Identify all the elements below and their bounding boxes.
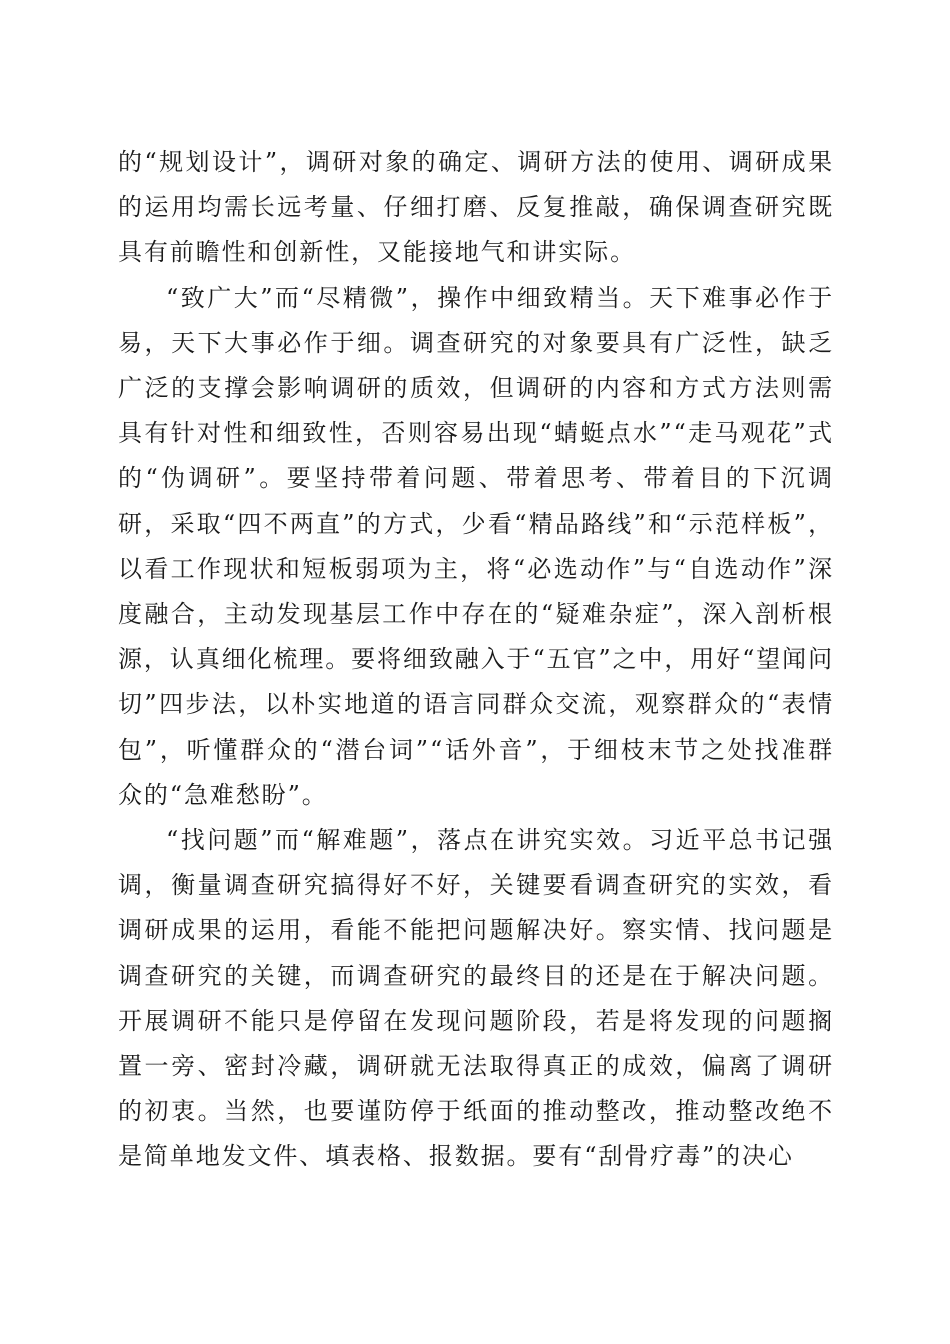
paragraph-zhi-guang-da: “致广大”而“尽精微”，操作中细致精当。天下难事必作于易，天下大事必作于细。调查研究的对象要具有广泛性，缺乏广泛的支撑会影响调研的质效，但调研的内容和方式方法则需具有针对性和细致性，否则容易出现“蜻蜓点水”“走马观花”式的“伪调研”。要坚持带着问题、带着思考、带着目的下沉调研，采取“四不两直”的方式，少看“精品路线”和“示范样板”，以看工作现状和短板弱项为主，将“必选动作”与“自选动作”深度融合，主动发现基层工作中存在的“疑难杂症”，深入剖析根源，认真细化梳理。要将细致融入于“五官”之中，用好“望闻问切”四步法，以朴实地道的语言同群众交流，观察群众的“表情包”，听懂群众的“潜台词”“话外音”，于细枝末节之处找准群众的“急难愁盼”。: [118, 283, 834, 809]
document-body: [118, 140, 834, 1180]
paragraph-zhao-wen-ti: “找问题”而“解难题”，落点在讲究实效。习近平总书记强调，衡量调查研究搞得好不好，关键要看调查研究的实效，看调研成果的运用，看能不能把问题解决好。察实情、找问题是调查研究的关键，而调查研究的最终目的还是在于解决问题。开展调研不能只是停留在发现问题阶段，若是将发现的问题搁置一旁、密封冷藏，调研就无法取得真正的成效，偏离了调研的初衷。当然，也要谨防停于纸面的推动整改，推动整改绝不是简单地发文件、填表格、报数据。要有“刮骨疗毒”的决心: [118, 826, 834, 1171]
paragraph-continuation: 的“规划设计”，调研对象的确定、调研方法的使用、调研成果的运用均需长远考量、仔细打磨、反复推敲，确保调查研究既具有前瞻性和创新性，又能接地气和讲实际。: [118, 148, 834, 267]
